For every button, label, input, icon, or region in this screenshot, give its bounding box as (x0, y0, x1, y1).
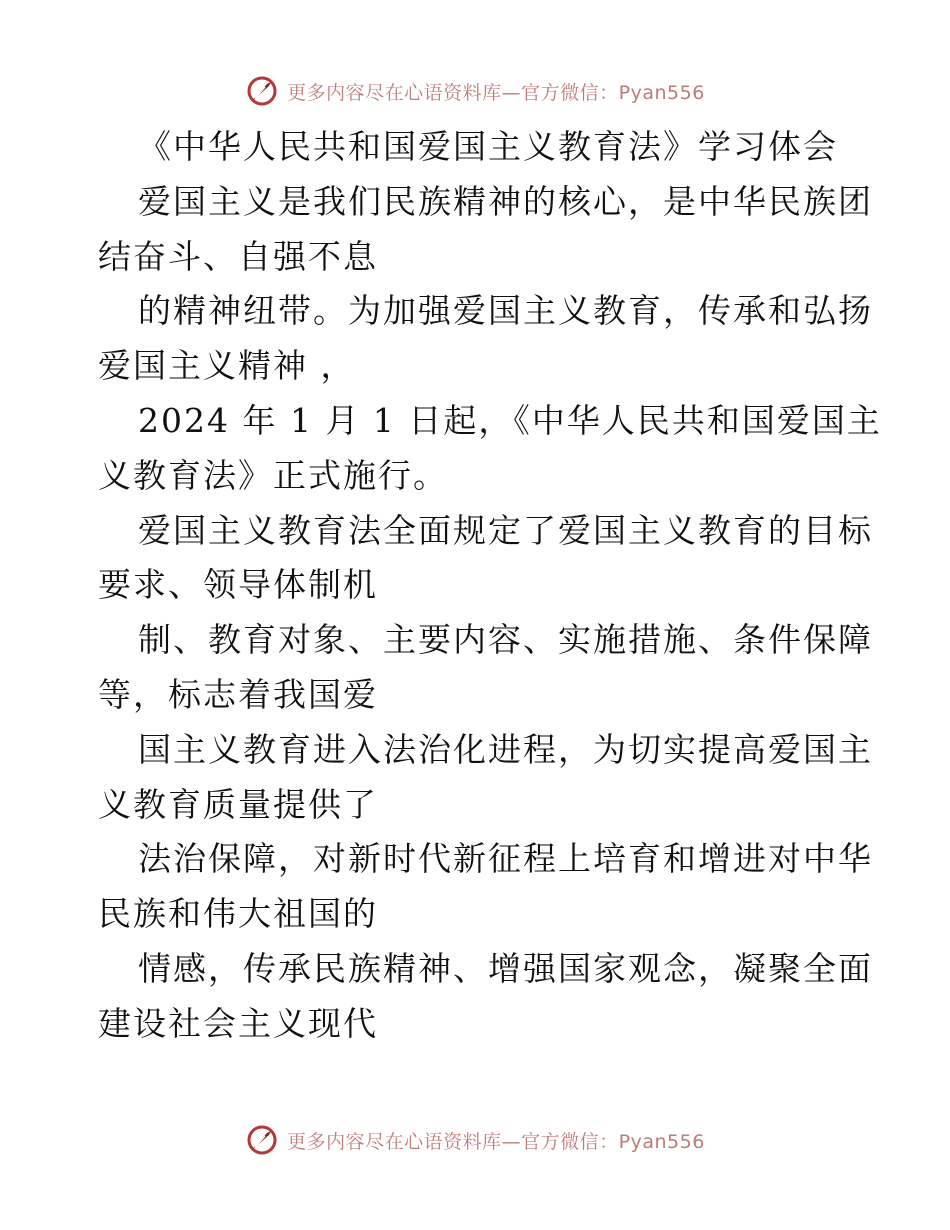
paragraph-line: 法治保障，对新时代新征程上培育和增进对中华 (138, 839, 873, 879)
paragraph-line: 要求、领导体制机 (98, 565, 378, 605)
paragraph-line: 民族和伟大祖国的 (98, 894, 378, 934)
quill-logo-icon (245, 1123, 279, 1157)
footer-banner (0, 1120, 950, 1160)
paragraph-line: 爱国主义精神 ， (98, 346, 356, 386)
paragraph-line: 的精神纽带。为加强爱国主义教育，传承和弘扬 (138, 291, 873, 331)
quill-logo-icon (245, 74, 279, 108)
paragraph-line: 爱国主义是我们民族精神的核心，是中华民族团 (138, 181, 873, 221)
paragraph-line: 等，标志着我国爱 (98, 674, 378, 714)
paragraph-line: 爱国主义教育法全面规定了爱国主义教育的目标 (138, 510, 873, 550)
paragraph-line: 义教育质量提供了 (98, 784, 378, 824)
footer-banner-text: 更多内容尽在心语资料库—官方微信：Pyan556 (287, 1130, 705, 1153)
paragraph-line: 情感，传承民族精神、增强国家观念，凝聚全面 (138, 948, 873, 988)
paragraph-line: 制、教育对象、主要内容、实施措施、条件保障 (138, 620, 873, 660)
document-title: 《中华人民共和国爱国主义教育法》学习体会 (138, 127, 838, 166)
header-banner (0, 71, 950, 111)
header-banner-text: 更多内容尽在心语资料库—官方微信：Pyan556 (287, 81, 705, 104)
paragraph-line: 建设社会主义现代 (98, 1003, 378, 1043)
paragraph-line: 国主义教育进入法治化进程，为切实提高爱国主 (138, 729, 873, 769)
paragraph-line: 义教育法》正式施行。 (98, 455, 448, 495)
paragraph-line: 2024 年 1 月 1 日起，《中华人民共和国爱国主 (138, 400, 882, 440)
paragraph-line: 结奋斗、自强不息 (98, 236, 378, 276)
document-body (98, 120, 882, 1052)
